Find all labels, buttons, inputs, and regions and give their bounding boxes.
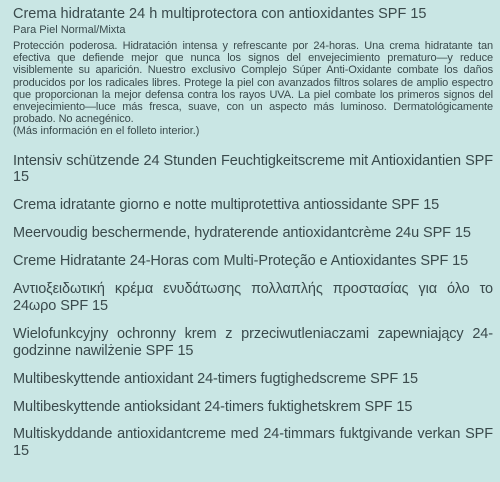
more-info-note: (Más información en el folleto interior.) <box>13 125 200 138</box>
translation-swedish: Multiskyddande antioxidantcreme med 24-timmars fuktgivande verkan SPF 15 <box>13 426 493 459</box>
translation-danish: Multibeskyttende antioxidant 24-timers fugtighedscreme SPF 15 <box>13 371 418 388</box>
translations-list <box>13 153 493 460</box>
skin-type-label: Para Piel Normal/Mixta <box>13 24 126 36</box>
product-title: Crema hidratante 24 h multiprotectora con antioxidantes SPF 15 <box>13 6 427 22</box>
translation-greek: Αντιοξειδωτική κρέμα ενυδάτωσης πολλαπλής προστασίας για όλο το 24ωρο SPF 15 <box>13 281 493 314</box>
translation-polish: Wielofunkcyjny ochronny krem z przeciwutleniaczami zapewniający 24-godzinne nawilżenie SPF 15 <box>13 326 493 359</box>
translation-dutch: Meervoudig beschermende, hydraterende antioxidantcrème 24u SPF 15 <box>13 225 471 242</box>
product-description: Protección poderosa. Hidratación intensa y refrescante por 24-horas. Una crema hidratante tan efectiva que defiende mejor que nunca los signos del envejecimiento prematuro—y reduce visiblemente su aparición. Nuestro exclusivo Complejo Súper Anti-Oxidante combate los daños producidos por los radicales libres. Protege la piel con avanzados filtros solares de amplio espectro que proporcionan la mejor defensa contra los rayos UVA. La piel combate los primeros signos del envejecimiento—luce más fresca, suave, con un aspecto más luminoso. Dermatológicamente probado. No acnegénico. <box>13 40 493 126</box>
translation-portuguese: Creme Hidratante 24-Horas com Multi-Proteção e Antioxidantes SPF 15 <box>13 252 469 269</box>
translation-german: Intensiv schützende 24 Stunden Feuchtigkeitscreme mit Antioxidantien SPF 15 <box>13 152 493 186</box>
product-text-panel <box>13 6 493 459</box>
translation-italian: Crema idratante giorno e notte multiprotettiva antiossidante SPF 15 <box>13 196 440 213</box>
translation-norwegian: Multibeskyttende antioksidant 24-timers fuktighetskrem SPF 15 <box>13 398 413 415</box>
